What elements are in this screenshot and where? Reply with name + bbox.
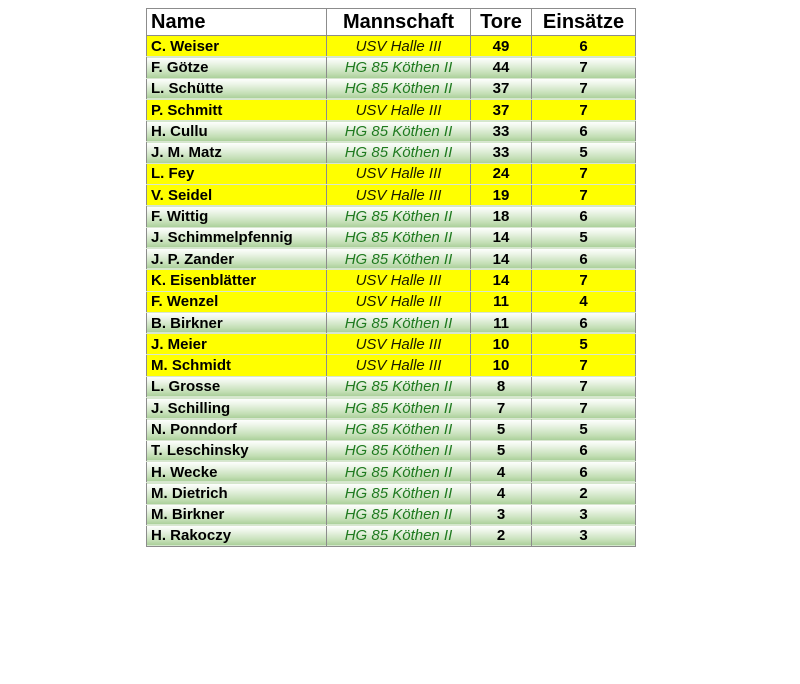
team-cell: HG 85 Köthen II	[327, 312, 471, 333]
appearances-cell: 6	[532, 206, 636, 227]
player-name-cell: T. Leschinsky	[147, 440, 327, 461]
player-name-cell: H. Cullu	[147, 121, 327, 142]
team-cell: HG 85 Köthen II	[327, 206, 471, 227]
goals-cell: 49	[471, 36, 532, 57]
appearances-cell: 3	[532, 504, 636, 525]
player-name-cell: J. Schilling	[147, 398, 327, 419]
table-row	[147, 142, 636, 163]
team-cell: USV Halle III	[327, 334, 471, 355]
team-cell: USV Halle III	[327, 270, 471, 291]
team-cell: HG 85 Köthen II	[327, 121, 471, 142]
appearances-cell: 7	[532, 57, 636, 78]
player-name-cell: F. Götze	[147, 57, 327, 78]
table-row	[147, 291, 636, 312]
column-header-team: Mannschaft	[327, 9, 471, 36]
goals-cell: 33	[471, 142, 532, 163]
table-row	[147, 248, 636, 269]
goals-cell: 24	[471, 163, 532, 184]
goals-cell: 4	[471, 483, 532, 504]
player-name-cell: J. Meier	[147, 334, 327, 355]
table-row	[147, 36, 636, 57]
team-cell: USV Halle III	[327, 185, 471, 206]
player-name-cell: K. Eisenblätter	[147, 270, 327, 291]
appearances-cell: 6	[532, 121, 636, 142]
column-header-appearances: Einsätze	[532, 9, 636, 36]
player-name-cell: L. Fey	[147, 163, 327, 184]
goals-cell: 8	[471, 376, 532, 397]
team-cell: HG 85 Köthen II	[327, 57, 471, 78]
team-cell: USV Halle III	[327, 355, 471, 376]
team-cell: HG 85 Köthen II	[327, 504, 471, 525]
team-cell: HG 85 Köthen II	[327, 248, 471, 269]
player-name-cell: F. Wenzel	[147, 291, 327, 312]
appearances-cell: 7	[532, 355, 636, 376]
goals-cell: 11	[471, 312, 532, 333]
table-row	[147, 78, 636, 99]
goals-cell: 18	[471, 206, 532, 227]
player-name-cell: M. Birkner	[147, 504, 327, 525]
table-row	[147, 57, 636, 78]
appearances-cell: 4	[532, 291, 636, 312]
table-row	[147, 334, 636, 355]
player-name-cell: H. Rakoczy	[147, 525, 327, 546]
player-name-cell: M. Dietrich	[147, 483, 327, 504]
top-scorers-table	[146, 8, 636, 547]
player-name-cell: L. Grosse	[147, 376, 327, 397]
appearances-cell: 6	[532, 440, 636, 461]
goals-cell: 14	[471, 248, 532, 269]
appearances-cell: 6	[532, 312, 636, 333]
table-row	[147, 525, 636, 546]
player-name-cell: V. Seidel	[147, 185, 327, 206]
appearances-cell: 7	[532, 99, 636, 120]
appearances-cell: 7	[532, 376, 636, 397]
goals-cell: 10	[471, 334, 532, 355]
table-row	[147, 398, 636, 419]
team-cell: HG 85 Köthen II	[327, 376, 471, 397]
appearances-cell: 6	[532, 36, 636, 57]
table-row	[147, 312, 636, 333]
appearances-cell: 5	[532, 227, 636, 248]
table-row	[147, 461, 636, 482]
player-name-cell: H. Wecke	[147, 461, 327, 482]
player-name-cell: L. Schütte	[147, 78, 327, 99]
goals-cell: 19	[471, 185, 532, 206]
appearances-cell: 5	[532, 142, 636, 163]
appearances-cell: 7	[532, 270, 636, 291]
table-row	[147, 376, 636, 397]
goals-cell: 10	[471, 355, 532, 376]
team-cell: HG 85 Köthen II	[327, 78, 471, 99]
appearances-cell: 2	[532, 483, 636, 504]
team-cell: HG 85 Köthen II	[327, 398, 471, 419]
appearances-cell: 7	[532, 398, 636, 419]
table-row	[147, 121, 636, 142]
goals-cell: 5	[471, 419, 532, 440]
table-row	[147, 483, 636, 504]
goals-cell: 14	[471, 227, 532, 248]
goals-cell: 2	[471, 525, 532, 546]
appearances-cell: 6	[532, 248, 636, 269]
goals-cell: 4	[471, 461, 532, 482]
player-name-cell: M. Schmidt	[147, 355, 327, 376]
goals-cell: 3	[471, 504, 532, 525]
team-cell: HG 85 Köthen II	[327, 227, 471, 248]
table-row	[147, 504, 636, 525]
table-row	[147, 440, 636, 461]
player-name-cell: F. Wittig	[147, 206, 327, 227]
goals-cell: 44	[471, 57, 532, 78]
player-name-cell: J. M. Matz	[147, 142, 327, 163]
appearances-cell: 5	[532, 334, 636, 355]
team-cell: HG 85 Köthen II	[327, 525, 471, 546]
table-row	[147, 419, 636, 440]
column-header-name: Name	[147, 9, 327, 36]
appearances-cell: 3	[532, 525, 636, 546]
player-name-cell: C. Weiser	[147, 36, 327, 57]
goals-cell: 14	[471, 270, 532, 291]
player-name-cell: B. Birkner	[147, 312, 327, 333]
team-cell: HG 85 Köthen II	[327, 440, 471, 461]
table-header-row	[147, 9, 636, 36]
player-name-cell: J. P. Zander	[147, 248, 327, 269]
goals-cell: 33	[471, 121, 532, 142]
appearances-cell: 7	[532, 78, 636, 99]
team-cell: USV Halle III	[327, 99, 471, 120]
goals-cell: 11	[471, 291, 532, 312]
team-cell: HG 85 Köthen II	[327, 483, 471, 504]
goals-cell: 5	[471, 440, 532, 461]
team-cell: USV Halle III	[327, 36, 471, 57]
table-row	[147, 227, 636, 248]
team-cell: HG 85 Köthen II	[327, 419, 471, 440]
player-name-cell: P. Schmitt	[147, 99, 327, 120]
team-cell: USV Halle III	[327, 163, 471, 184]
appearances-cell: 6	[532, 461, 636, 482]
table-row	[147, 270, 636, 291]
table-row	[147, 99, 636, 120]
goals-cell: 37	[471, 78, 532, 99]
team-cell: USV Halle III	[327, 291, 471, 312]
table-row	[147, 163, 636, 184]
appearances-cell: 7	[532, 163, 636, 184]
team-cell: HG 85 Köthen II	[327, 461, 471, 482]
goals-cell: 37	[471, 99, 532, 120]
goals-cell: 7	[471, 398, 532, 419]
column-header-goals: Tore	[471, 9, 532, 36]
table-row	[147, 185, 636, 206]
appearances-cell: 5	[532, 419, 636, 440]
table-body	[147, 36, 636, 547]
appearances-cell: 7	[532, 185, 636, 206]
player-name-cell: J. Schimmelpfennig	[147, 227, 327, 248]
table-row	[147, 206, 636, 227]
team-cell: HG 85 Köthen II	[327, 142, 471, 163]
table-row	[147, 355, 636, 376]
player-name-cell: N. Ponndorf	[147, 419, 327, 440]
